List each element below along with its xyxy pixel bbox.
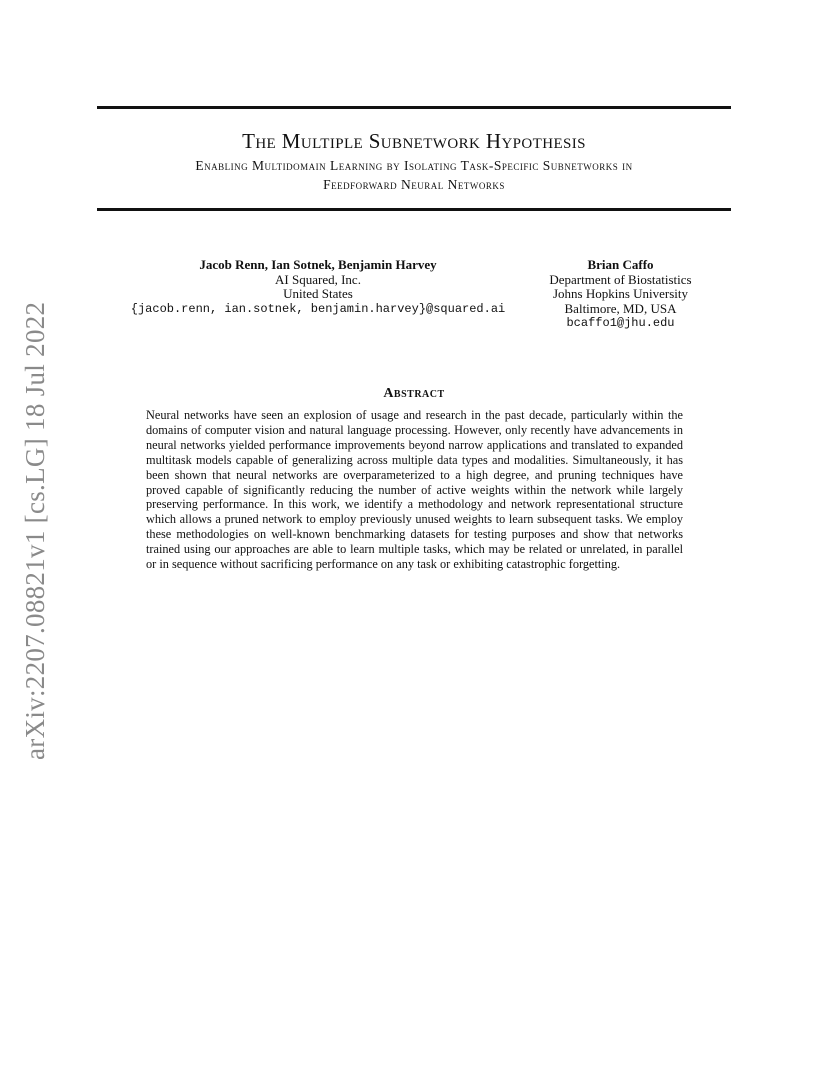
title-block (97, 128, 731, 194)
author-location: Baltimore, MD, USA (564, 300, 677, 316)
author-email: bcaffo1@jhu.edu (566, 316, 675, 331)
author-affiliation: AI Squared, Inc. (275, 271, 361, 287)
author-affiliation: Johns Hopkins University (552, 286, 689, 302)
author-names: Jacob Renn, Ian Sotnek, Benjamin Harvey (199, 257, 437, 272)
paper-subtitle-line-1: Enabling Multidomain Learning by Isolating Task-Specific Subnetworks in (195, 158, 633, 173)
author-group-ai-squared (118, 258, 518, 316)
abstract-text: Neural networks have seen an explosion of usage and research in the past decade, particularly within the domains of computer vision and natural language processing. However, only recently have advancements in neural networks yielded performance improvements beyond narrow applications and translated to expanded multitask models capable of generalizing across multiple data types and modalities. Simultaneously, it has been shown that neural networks are overparameterized to a high degree, and pruning techniques have proved capable of significantly reducing the number of active weights within the network while largely preserving performance. In this work, we identify a methodology and network representational structure which allows a pruned network to employ previously unused weights to learn subsequent tasks. We employ these methodologies on well-known benchmarking datasets for testing purposes and show that networks trained using our approaches are able to learn multiple tasks, which may be related or unrelated, in parallel or in sequence without sacrificing performance on any task or exhibiting catastrophic forgetting. (146, 408, 683, 572)
title-top-rule (97, 106, 731, 109)
paper-title: The Multiple Subnetwork Hypothesis (242, 129, 586, 153)
abstract-heading: Abstract (383, 386, 445, 401)
author-department: Department of Biostatistics (549, 271, 692, 287)
title-bottom-rule (97, 208, 731, 211)
author-location: United States (283, 286, 353, 302)
author-names: Brian Caffo (587, 257, 654, 272)
paper-subtitle-line-2: Feedforward Neural Networks (323, 177, 505, 192)
author-group-jhu (533, 258, 708, 331)
author-email: {jacob.renn, ian.sotnek, benjamin.harvey}@squared.ai (130, 301, 506, 316)
arxiv-identifier-stamp: arXiv:2207.08821v1 [cs.LG] 18 Jul 2022 (20, 301, 50, 760)
